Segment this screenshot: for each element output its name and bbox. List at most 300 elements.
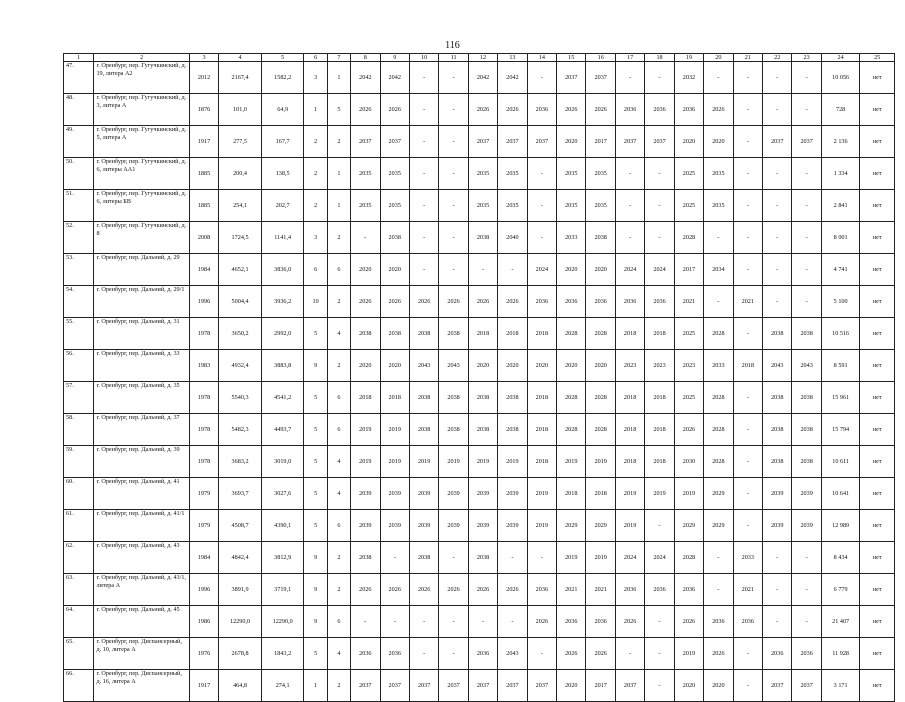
table-cell: - bbox=[704, 542, 733, 574]
table-cell: 64,9 bbox=[261, 94, 304, 126]
table-cell: - bbox=[763, 606, 792, 638]
table-cell: - bbox=[763, 574, 792, 606]
table-cell: 2036 bbox=[527, 574, 556, 606]
table-cell: нет bbox=[860, 542, 895, 574]
address-cell: г. Оренбург, пер. Гугучкинский, д. 19, литера А2 bbox=[94, 62, 189, 94]
table-cell: 2039 bbox=[439, 478, 468, 510]
table-cell: 9 bbox=[304, 350, 327, 382]
address-cell: г. Оренбург, пер. Гугучкинский, д. 6, литеры АА1 bbox=[94, 158, 189, 190]
table-cell: 2026 bbox=[351, 574, 380, 606]
table-cell: - bbox=[763, 286, 792, 318]
table-cell: 2036 bbox=[586, 606, 615, 638]
table-cell: 2029 bbox=[704, 478, 733, 510]
table-cell: 2019 bbox=[498, 446, 527, 478]
table-cell: 2029 bbox=[704, 510, 733, 542]
table-cell: 2019 bbox=[351, 414, 380, 446]
table-cell: - bbox=[527, 62, 556, 94]
table-cell: 2036 bbox=[704, 606, 733, 638]
table-cell: 2036 bbox=[674, 574, 703, 606]
table-cell: 3936,2 bbox=[261, 286, 304, 318]
table-cell: 2 bbox=[327, 670, 350, 702]
table-cell: 2026 bbox=[704, 94, 733, 126]
table-cell: 9 bbox=[304, 542, 327, 574]
table-cell: 2018 bbox=[645, 414, 674, 446]
row-number-cell: 49. bbox=[64, 126, 94, 158]
table-cell: 5482,3 bbox=[219, 414, 262, 446]
table-cell: - bbox=[498, 254, 527, 286]
table-cell: нет bbox=[860, 350, 895, 382]
table-cell: - bbox=[527, 158, 556, 190]
table-cell: - bbox=[733, 446, 762, 478]
table-cell: 200,4 bbox=[219, 158, 262, 190]
table-cell: 1983 bbox=[189, 350, 218, 382]
table-cell: нет bbox=[860, 222, 895, 254]
table-row bbox=[64, 318, 895, 350]
table-cell: 2 bbox=[327, 286, 350, 318]
table-cell: 2036 bbox=[557, 286, 586, 318]
address-cell: г. Оренбург, пер. Дальний, д. 37 bbox=[94, 414, 189, 446]
table-cell: 3883,8 bbox=[261, 350, 304, 382]
table-cell: нет bbox=[860, 94, 895, 126]
table-cell: 2019 bbox=[674, 478, 703, 510]
table-cell: - bbox=[792, 222, 821, 254]
table-cell: 2024 bbox=[645, 542, 674, 574]
table-cell: 2 bbox=[304, 158, 327, 190]
table-cell: 2038 bbox=[763, 318, 792, 350]
table-cell: 1917 bbox=[189, 126, 218, 158]
table-cell: 2025 bbox=[674, 318, 703, 350]
table-cell: 2038 bbox=[468, 542, 497, 574]
address-cell: г. Оренбург, пер. Гугучкинский, д. 3, литера А bbox=[94, 94, 189, 126]
table-cell: 2020 bbox=[704, 126, 733, 158]
table-cell: 2037 bbox=[351, 126, 380, 158]
table-cell: - bbox=[645, 190, 674, 222]
table-cell: 4 bbox=[327, 638, 350, 670]
table-cell: 1724,5 bbox=[219, 222, 262, 254]
table-cell: - bbox=[645, 510, 674, 542]
column-header: 9 bbox=[380, 54, 409, 62]
table-cell: 2028 bbox=[704, 318, 733, 350]
table-cell: 2019 bbox=[380, 414, 409, 446]
table-cell: 21 407 bbox=[821, 606, 860, 638]
table-cell: 2019 bbox=[527, 510, 556, 542]
table-cell: - bbox=[792, 62, 821, 94]
table-cell: нет bbox=[860, 414, 895, 446]
table-cell: 2008 bbox=[189, 222, 218, 254]
row-number-cell: 64. bbox=[64, 606, 94, 638]
table-cell: 2038 bbox=[439, 318, 468, 350]
table-cell: 2020 bbox=[468, 350, 497, 382]
table-cell: 2036 bbox=[645, 94, 674, 126]
table-cell: 2020 bbox=[674, 126, 703, 158]
table-cell: 2035 bbox=[704, 190, 733, 222]
table-cell: - bbox=[733, 510, 762, 542]
table-cell: 2036 bbox=[645, 286, 674, 318]
table-cell: 464,8 bbox=[219, 670, 262, 702]
table-cell: 2038 bbox=[792, 446, 821, 478]
table-cell: 2033 bbox=[557, 222, 586, 254]
row-number-cell: 65. bbox=[64, 638, 94, 670]
table-cell: 2025 bbox=[674, 158, 703, 190]
table-cell: 2039 bbox=[498, 510, 527, 542]
table-cell: 2026 bbox=[498, 286, 527, 318]
table-cell: - bbox=[380, 542, 409, 574]
row-number-cell: 52. bbox=[64, 222, 94, 254]
table-cell: 2038 bbox=[409, 382, 438, 414]
table-row bbox=[64, 382, 895, 414]
table-cell: 2018 bbox=[615, 382, 644, 414]
table-cell: 2035 bbox=[557, 158, 586, 190]
table-cell: нет bbox=[860, 126, 895, 158]
table-cell: 1996 bbox=[189, 574, 218, 606]
table-cell: - bbox=[351, 222, 380, 254]
table-cell: нет bbox=[860, 190, 895, 222]
table-cell: 2039 bbox=[409, 510, 438, 542]
table-cell: - bbox=[615, 190, 644, 222]
table-cell: 2037 bbox=[645, 126, 674, 158]
table-cell: 2017 bbox=[586, 126, 615, 158]
table-cell: 3836,0 bbox=[261, 254, 304, 286]
table-cell: 2019 bbox=[615, 510, 644, 542]
row-number-cell: 58. bbox=[64, 414, 94, 446]
table-cell: 2036 bbox=[468, 638, 497, 670]
table-cell: 2 bbox=[327, 542, 350, 574]
table-row bbox=[64, 126, 895, 158]
table-cell: 4493,7 bbox=[261, 414, 304, 446]
column-header: 2 bbox=[94, 54, 189, 62]
column-header: 20 bbox=[704, 54, 733, 62]
table-cell: 9 bbox=[304, 606, 327, 638]
table-cell: - bbox=[645, 670, 674, 702]
table-cell: 2037 bbox=[351, 670, 380, 702]
table-cell: - bbox=[380, 606, 409, 638]
table-cell: 2039 bbox=[498, 478, 527, 510]
table-cell: 2037 bbox=[763, 126, 792, 158]
table-cell: нет bbox=[860, 158, 895, 190]
table-cell: нет bbox=[860, 606, 895, 638]
table-row bbox=[64, 190, 895, 222]
table-cell: - bbox=[792, 254, 821, 286]
table-cell: 138,5 bbox=[261, 158, 304, 190]
table-cell: - bbox=[615, 158, 644, 190]
table-cell: 8 001 bbox=[821, 222, 860, 254]
table-cell: 2018 bbox=[615, 414, 644, 446]
table-cell: 2037 bbox=[498, 126, 527, 158]
table-cell: нет bbox=[860, 638, 895, 670]
column-header: 3 bbox=[189, 54, 218, 62]
table-cell: 2038 bbox=[409, 318, 438, 350]
table-cell: нет bbox=[860, 510, 895, 542]
column-header: 21 bbox=[733, 54, 762, 62]
table-cell: 2037 bbox=[557, 62, 586, 94]
address-cell: г. Оренбург, пер. Гугучкинский, д. 6, литеры БВ bbox=[94, 190, 189, 222]
table-row bbox=[64, 638, 895, 670]
column-header: 11 bbox=[439, 54, 468, 62]
table-cell: 2037 bbox=[792, 126, 821, 158]
table-cell: - bbox=[763, 222, 792, 254]
table-cell: нет bbox=[860, 446, 895, 478]
address-cell: г. Оренбург, пер. Дальний, д. 33 bbox=[94, 350, 189, 382]
table-cell: 4508,7 bbox=[219, 510, 262, 542]
table-cell: 2039 bbox=[351, 478, 380, 510]
table-cell: 2036 bbox=[615, 94, 644, 126]
table-cell: 2026 bbox=[409, 286, 438, 318]
table-cell: 5 bbox=[304, 638, 327, 670]
table-cell: 2020 bbox=[527, 350, 556, 382]
table-cell: нет bbox=[860, 62, 895, 94]
table-cell: 2018 bbox=[527, 414, 556, 446]
table-cell: 2018 bbox=[527, 446, 556, 478]
table-row bbox=[64, 670, 895, 702]
table-cell: нет bbox=[860, 382, 895, 414]
housing-register-table bbox=[63, 53, 895, 702]
table-cell: 5 bbox=[304, 446, 327, 478]
table-cell: 2023 bbox=[674, 350, 703, 382]
table-cell: 101,0 bbox=[219, 94, 262, 126]
table-cell: 15 961 bbox=[821, 382, 860, 414]
table-cell: 2018 bbox=[645, 318, 674, 350]
table-row bbox=[64, 606, 895, 638]
table-cell: нет bbox=[860, 478, 895, 510]
table-cell: 10 611 bbox=[821, 446, 860, 478]
table-cell: - bbox=[615, 638, 644, 670]
column-header: 4 bbox=[219, 54, 262, 62]
table-cell: 2 bbox=[327, 222, 350, 254]
table-cell: 2019 bbox=[409, 446, 438, 478]
table-cell: - bbox=[763, 94, 792, 126]
table-cell: 2038 bbox=[409, 542, 438, 574]
table-cell: 2019 bbox=[586, 542, 615, 574]
table-cell: - bbox=[409, 126, 438, 158]
table-cell: 6 bbox=[304, 254, 327, 286]
table-cell: - bbox=[409, 254, 438, 286]
table-cell: 2038 bbox=[439, 414, 468, 446]
table-cell: - bbox=[409, 190, 438, 222]
table-cell: - bbox=[409, 222, 438, 254]
column-number-row bbox=[64, 54, 895, 62]
table-cell: 2026 bbox=[468, 286, 497, 318]
table-cell: 3719,1 bbox=[261, 574, 304, 606]
table-cell: - bbox=[468, 606, 497, 638]
table-cell: 728 bbox=[821, 94, 860, 126]
table-cell: 2026 bbox=[704, 638, 733, 670]
table-cell: 2018 bbox=[645, 382, 674, 414]
table-cell: 2035 bbox=[586, 190, 615, 222]
row-number-cell: 51. bbox=[64, 190, 94, 222]
table-cell: 2026 bbox=[468, 574, 497, 606]
table-cell: 2023 bbox=[645, 350, 674, 382]
address-cell: г. Оренбург, пер. Дальний, д. 43 bbox=[94, 542, 189, 574]
table-cell: 2028 bbox=[704, 382, 733, 414]
table-cell: - bbox=[733, 190, 762, 222]
table-cell: 12 989 bbox=[821, 510, 860, 542]
table-cell: 2012 bbox=[189, 62, 218, 94]
table-cell: 3650,2 bbox=[219, 318, 262, 350]
column-header: 1 bbox=[64, 54, 94, 62]
table-cell: 1976 bbox=[189, 638, 218, 670]
table-cell: 2026 bbox=[409, 574, 438, 606]
table-cell: - bbox=[763, 62, 792, 94]
table-cell: 2020 bbox=[586, 350, 615, 382]
table-cell: 3 bbox=[304, 62, 327, 94]
table-cell: 2021 bbox=[674, 286, 703, 318]
table-cell: 3 171 bbox=[821, 670, 860, 702]
table-cell: - bbox=[792, 190, 821, 222]
table-cell: 2018 bbox=[351, 382, 380, 414]
table-cell: - bbox=[615, 62, 644, 94]
table-cell: 5 bbox=[304, 414, 327, 446]
table-cell: 274,1 bbox=[261, 670, 304, 702]
table-cell: 2037 bbox=[615, 126, 644, 158]
column-header: 6 bbox=[304, 54, 327, 62]
table-cell: 2035 bbox=[380, 190, 409, 222]
table-cell: 2034 bbox=[704, 254, 733, 286]
table-cell: 2019 bbox=[380, 446, 409, 478]
address-cell: г. Оренбург, пер. Дальний, д. 45 bbox=[94, 606, 189, 638]
table-cell: 2026 bbox=[615, 606, 644, 638]
table-cell: 2018 bbox=[527, 318, 556, 350]
table-cell: 2019 bbox=[645, 478, 674, 510]
table-cell: - bbox=[704, 62, 733, 94]
table-cell: 2026 bbox=[380, 94, 409, 126]
table-cell: 254,1 bbox=[219, 190, 262, 222]
row-number-cell: 62. bbox=[64, 542, 94, 574]
address-cell: г. Оренбург, пер. Дальний, д. 29/1 bbox=[94, 286, 189, 318]
table-cell: нет bbox=[860, 318, 895, 350]
table-cell: 2020 bbox=[557, 350, 586, 382]
table-cell: 2017 bbox=[674, 254, 703, 286]
table-cell: 2028 bbox=[586, 414, 615, 446]
column-header: 15 bbox=[557, 54, 586, 62]
address-cell: г. Оренбург, пер. Дальний, д. 39 bbox=[94, 446, 189, 478]
table-cell: 2026 bbox=[351, 94, 380, 126]
table-cell: 2038 bbox=[351, 542, 380, 574]
address-cell: г. Оренбург, пер. Диспансерный, д. 10, литера А bbox=[94, 638, 189, 670]
table-cell: 12290,0 bbox=[219, 606, 262, 638]
table-cell: 2039 bbox=[792, 478, 821, 510]
table-cell: 2024 bbox=[645, 254, 674, 286]
table-cell: 2039 bbox=[763, 510, 792, 542]
table-cell: 2019 bbox=[351, 446, 380, 478]
table-cell: 2032 bbox=[674, 62, 703, 94]
table-cell: 2038 bbox=[380, 318, 409, 350]
table-cell: 2035 bbox=[351, 190, 380, 222]
table-cell: 2026 bbox=[674, 606, 703, 638]
table-cell: 2019 bbox=[527, 478, 556, 510]
table-cell: 1885 bbox=[189, 190, 218, 222]
table-cell: 2028 bbox=[674, 222, 703, 254]
column-header: 7 bbox=[327, 54, 350, 62]
table-cell: 4652,1 bbox=[219, 254, 262, 286]
table-cell: 2038 bbox=[498, 414, 527, 446]
table-cell: 2026 bbox=[498, 94, 527, 126]
table-cell: - bbox=[645, 638, 674, 670]
table-cell: 2037 bbox=[498, 670, 527, 702]
table-cell: 2026 bbox=[557, 638, 586, 670]
table-cell: 2030 bbox=[674, 446, 703, 478]
table-cell: 4390,1 bbox=[261, 510, 304, 542]
table-cell: 5540,3 bbox=[219, 382, 262, 414]
table-cell: 2039 bbox=[380, 510, 409, 542]
table-cell: 2037 bbox=[380, 126, 409, 158]
address-cell: г. Оренбург, пер. Дальний, д. 41 bbox=[94, 478, 189, 510]
table-cell: 2036 bbox=[615, 286, 644, 318]
column-header: 14 bbox=[527, 54, 556, 62]
column-header: 22 bbox=[763, 54, 792, 62]
table-cell: 1984 bbox=[189, 542, 218, 574]
table-cell: 2035 bbox=[704, 158, 733, 190]
table-cell: 4 741 bbox=[821, 254, 860, 286]
table-cell: - bbox=[409, 94, 438, 126]
address-cell: г. Оренбург, пер. Дальний, д. 35 bbox=[94, 382, 189, 414]
table-cell: - bbox=[439, 222, 468, 254]
row-number-cell: 59. bbox=[64, 446, 94, 478]
table-cell: 3683,2 bbox=[219, 446, 262, 478]
table-cell: 4541,2 bbox=[261, 382, 304, 414]
row-number-cell: 56. bbox=[64, 350, 94, 382]
table-cell: 1 334 bbox=[821, 158, 860, 190]
table-row bbox=[64, 542, 895, 574]
table-cell: 2026 bbox=[586, 638, 615, 670]
table-cell: 2037 bbox=[439, 670, 468, 702]
table-cell: 2018 bbox=[645, 446, 674, 478]
row-number-cell: 61. bbox=[64, 510, 94, 542]
table-cell: 2039 bbox=[792, 510, 821, 542]
table-cell: 2039 bbox=[380, 478, 409, 510]
table-cell: 2026 bbox=[380, 574, 409, 606]
table-row bbox=[64, 62, 895, 94]
table-cell: - bbox=[409, 638, 438, 670]
table-cell: 1885 bbox=[189, 158, 218, 190]
table-row bbox=[64, 286, 895, 318]
table-cell: 2019 bbox=[557, 542, 586, 574]
table-row bbox=[64, 254, 895, 286]
table-cell: - bbox=[439, 254, 468, 286]
table-cell: - bbox=[615, 222, 644, 254]
table-cell: 6 bbox=[327, 606, 350, 638]
table-cell: 1 bbox=[304, 670, 327, 702]
table-cell: 2037 bbox=[763, 670, 792, 702]
table-cell: 5 bbox=[304, 382, 327, 414]
table-cell: 2018 bbox=[586, 478, 615, 510]
table-cell: 2038 bbox=[468, 382, 497, 414]
table-cell: нет bbox=[860, 254, 895, 286]
column-header: 8 bbox=[351, 54, 380, 62]
table-cell: 2035 bbox=[351, 158, 380, 190]
table-cell: нет bbox=[860, 670, 895, 702]
table-cell: - bbox=[439, 126, 468, 158]
table-cell: 2019 bbox=[615, 478, 644, 510]
table-cell: 2020 bbox=[380, 254, 409, 286]
table-cell: 2028 bbox=[704, 446, 733, 478]
table-cell: 6 bbox=[327, 382, 350, 414]
table-cell: 2021 bbox=[586, 574, 615, 606]
table-cell: 2019 bbox=[557, 446, 586, 478]
table-cell: 1986 bbox=[189, 606, 218, 638]
table-cell: 2038 bbox=[792, 318, 821, 350]
table-cell: 2028 bbox=[557, 414, 586, 446]
table-cell: - bbox=[527, 542, 556, 574]
table-cell: 1876 bbox=[189, 94, 218, 126]
column-header: 12 bbox=[468, 54, 497, 62]
table-cell: 2033 bbox=[704, 350, 733, 382]
table-cell: 2038 bbox=[498, 382, 527, 414]
table-cell: 5 bbox=[304, 478, 327, 510]
table-cell: 2038 bbox=[468, 414, 497, 446]
table-cell: 2028 bbox=[557, 382, 586, 414]
table-cell: 1984 bbox=[189, 254, 218, 286]
table-cell: - bbox=[733, 638, 762, 670]
